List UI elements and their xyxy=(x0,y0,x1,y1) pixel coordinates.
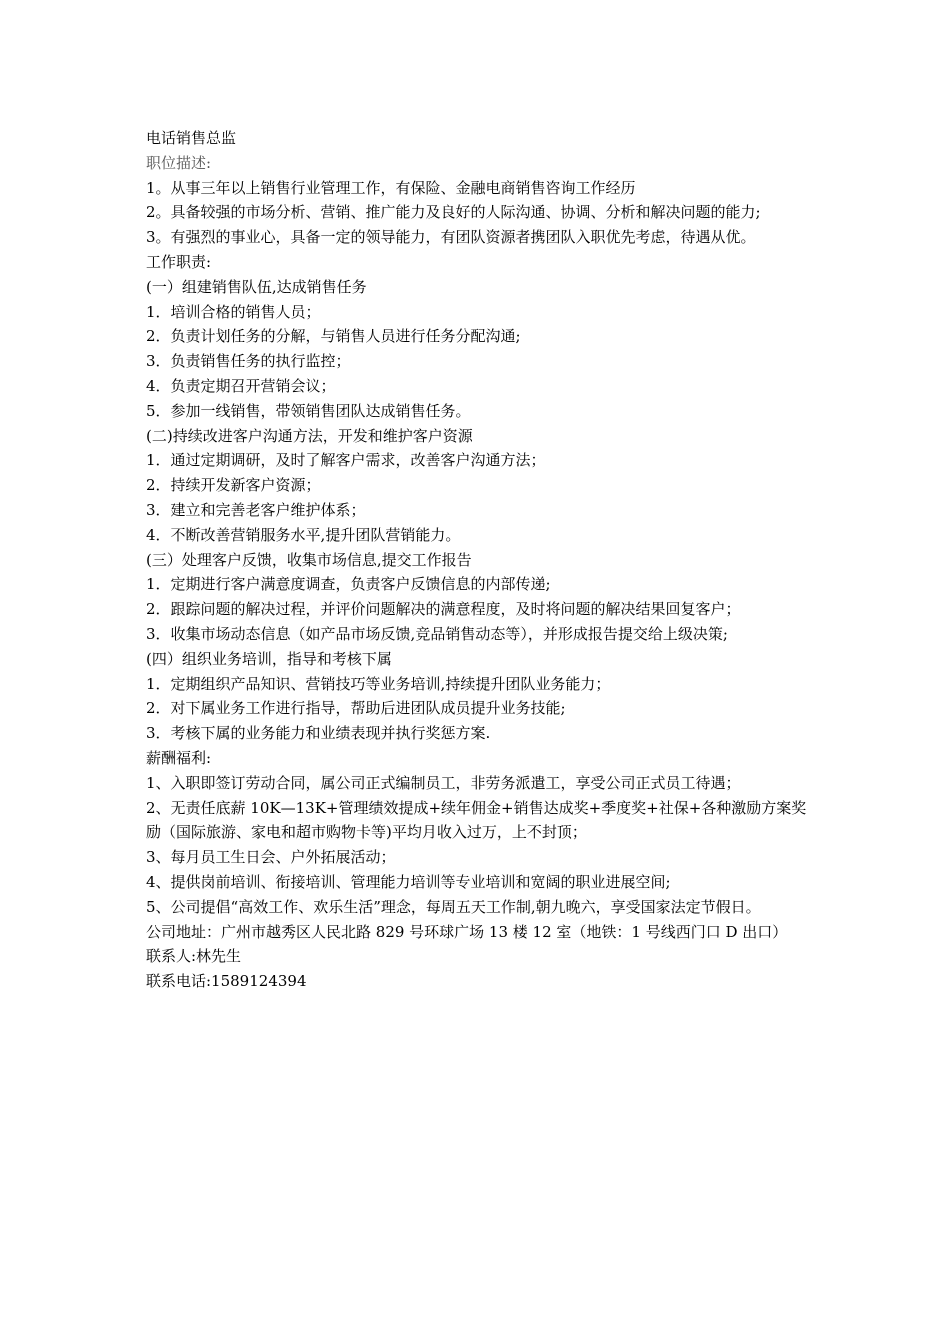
duty-section-heading: (四）组织业务培训，指导和考核下属 xyxy=(146,649,392,668)
benefit-item: 3、每月员工生日会、户外拓展活动； xyxy=(146,848,396,867)
duty-section-heading: (三）处理客户反馈，收集市场信息,提交工作报告 xyxy=(146,550,472,569)
benefit-item: 1、入职即签订劳动合同，属公司正式编制员工，非劳务派遣工，享受公司正式员工待遇； xyxy=(146,773,741,792)
duty-item: 4．负责定期召开营销会议； xyxy=(146,376,336,395)
job-desc-item: 3。有强烈的事业心，具备一定的领导能力，有团队资源者携团队入职优先考虑，待遇从优。 xyxy=(146,228,756,247)
duty-item: 2．持续开发新客户资源； xyxy=(146,476,321,495)
job-desc-item: 1。从事三年以上销售行业管理工作，有保险、金融电商销售咨询工作经历 xyxy=(146,178,636,197)
duty-item: 1．定期组织产品知识、营销技巧等业务培训,持续提升团队业务能力； xyxy=(146,674,611,693)
benefit-item: 4、提供岗前培训、衔接培训、管理能力培训等专业培训和宽阔的职业进展空间; xyxy=(146,872,671,891)
benefits-heading: 薪酬福利: xyxy=(146,748,212,767)
duty-item: 2．对下属业务工作进行指导，帮助后进团队成员提升业务技能; xyxy=(146,699,566,718)
duty-section-heading: (二)持续改进客户沟通方法，开发和维护客户资源 xyxy=(146,426,473,445)
duties-heading: 工作职责: xyxy=(146,252,212,271)
company-address: 公司地址：广州市越秀区人民北路 829 号环球广场 13 楼 12 室（地铁：1 号线西门口 D 出口） xyxy=(146,922,788,941)
benefit-item: 5、公司提倡“高效工作、欢乐生活”理念，每周五天工作制,朝九晚六，享受国家法定节假日。 xyxy=(146,897,761,916)
duty-item: 2．负责计划任务的分解，与销售人员进行任务分配沟通; xyxy=(146,327,521,346)
duty-section-heading: (一）组建销售队伍,达成销售任务 xyxy=(146,277,367,296)
contact-phone: 联系电话:1589124394 xyxy=(146,972,307,991)
duty-item: 1．培训合格的销售人员； xyxy=(146,302,321,321)
duty-item: 1．定期进行客户满意度调查，负责客户反馈信息的内部传递; xyxy=(146,575,551,594)
duty-item: 3．负责销售任务的执行监控； xyxy=(146,352,351,371)
job-desc-heading: 职位描述: xyxy=(146,153,212,172)
duty-item: 3．考核下属的业务能力和业绩表现并执行奖惩方案. xyxy=(146,724,491,743)
duty-item: 1．通过定期调研，及时了解客户需求，改善客户沟通方法； xyxy=(146,451,546,470)
duty-item: 5．参加一线销售，带领销售团队达成销售任务。 xyxy=(146,401,471,420)
duty-item: 3．建立和完善老客户维护体系； xyxy=(146,500,366,519)
document-body xyxy=(146,126,811,994)
document-title: 电话销售总监 xyxy=(146,129,237,147)
duty-item: 3．收集市场动态信息（如产品市场反馈,竞品销售动态等），并形成报告提交给上级决策; xyxy=(146,624,728,643)
contact-person: 联系人:林先生 xyxy=(146,947,242,966)
benefit-item: 2、无责任底薪 10K—13K+管理绩效提成+续年佣金+销售达成奖+季度奖+社保+各种激励方案奖励（国际旅游、家电和超市购物卡等)平均月收入过万，上不封顶； xyxy=(146,798,807,842)
duty-item: 2．跟踪问题的解决过程，并评价问题解决的满意程度，及时将问题的解决结果回复客户； xyxy=(146,600,741,619)
job-desc-item: 2。具备较强的市场分析、营销、推广能力及良好的人际沟通、协调、分析和解决问题的能力; xyxy=(146,203,761,222)
duty-item: 4．不断改善营销服务水平,提升团队营销能力。 xyxy=(146,525,461,544)
